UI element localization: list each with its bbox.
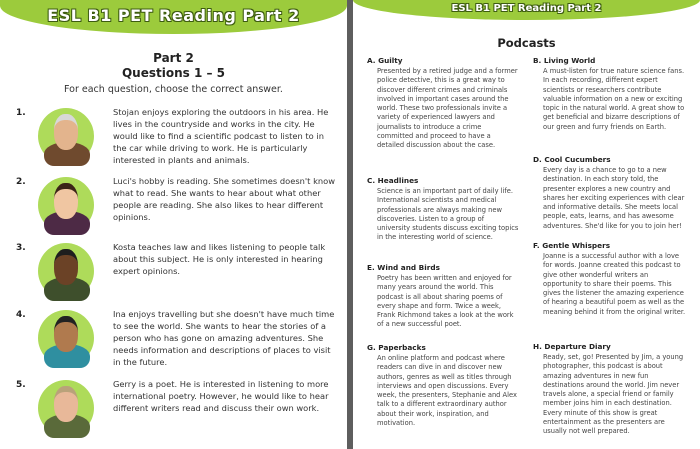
avatar-face <box>54 386 78 422</box>
podcast-entry <box>367 263 519 330</box>
podcast-title: C. Headlines <box>367 176 419 185</box>
podcast-title: A. Guilty <box>367 56 403 65</box>
podcast-entry <box>367 176 519 243</box>
left-banner <box>0 0 347 34</box>
questions-heading: Questions 1 – 5 <box>121 66 226 80</box>
person-avatar <box>36 175 98 235</box>
person-avatar <box>36 241 98 301</box>
podcast-description: Joanne is a successful author with a love for words. Joanne created this podcast to give other wonderful writers an opportunity to share their poems. This gives the listener the amazing experience of hearing a beautiful poem as well as the meaning behind it from the original writer. <box>543 252 686 316</box>
right-banner <box>353 0 700 20</box>
person-avatar <box>36 308 98 368</box>
question-text: Stojan enjoys exploring the outdoors in his area. He lives in the countryside and works in the city. He would like to find a scientific podcast to listen to in the car while driving to work. He is particularly interested in plants and animals. <box>113 107 329 165</box>
question-item <box>0 175 347 239</box>
question-text: Kosta teaches law and likes listening to people talk about this subject. He is only interested in hearing expert opinions. <box>113 242 326 276</box>
question-text: Gerry is a poet. He is interested in listening to more international poetry. However, he would like to hear different writers read and discuss their own work. <box>113 379 329 413</box>
question-number: 1. <box>16 108 26 118</box>
question-number: 4. <box>16 310 26 320</box>
podcast-description: A must-listen for true nature science fans. In each recording, different expert scientists or researchers contribute valuable information on a new or exciting topic in the natural world. A great show to get beneficial and bizarre descriptions of our green and furry friends on Earth. <box>543 67 685 131</box>
podcast-description: Every day is a chance to go to a new destination. In each story told, the presenter explores a new country and shares her exciting experiences with clear and informative details. She meets local people, eats, learns, and has awesome adventures. She'd like for you to join her! <box>543 166 685 230</box>
podcasts-heading: Podcasts <box>497 36 556 50</box>
podcast-entry <box>533 155 689 231</box>
question-number: 5. <box>16 380 26 390</box>
podcast-description: Presented by a retired judge and a former police detective, this is a great way to discover different crimes and criminals involved in important cases around the world. These two professionals invite a variety of experienced lawyers and journalists to introduce a crime committed and proceed to have a detailed discussion about the case. <box>377 67 518 150</box>
avatar-face <box>54 249 78 285</box>
left-page <box>0 0 347 449</box>
question-text: Luci's hobby is reading. She sometimes doesn't know what to read. She wants to hear about what other people are reading. She also likes to hear different opinions. <box>113 176 335 222</box>
podcast-entry <box>533 56 689 132</box>
avatar-face <box>54 316 78 352</box>
question-item <box>0 378 347 442</box>
question-item <box>0 106 347 170</box>
podcast-title: B. Living World <box>533 56 596 65</box>
question-number: 3. <box>16 243 26 253</box>
avatar-face <box>54 183 78 219</box>
instruction-text: For each question, choose the correct answer. <box>64 84 283 95</box>
podcast-entry <box>533 342 689 437</box>
podcast-entry <box>367 343 519 428</box>
podcast-description: Poetry has been written and enjoyed for many years around the world. This podcast is all about sharing poems of every shape and form. Twice a week, Frank Richmond takes a look at the work of a new successful poet. <box>377 274 514 329</box>
part-heading: Part 2 <box>153 51 194 65</box>
right-banner-title: ESL B1 PET Reading Part 2 <box>451 3 602 14</box>
podcast-title: F. Gentle Whispers <box>533 241 611 250</box>
left-banner-title: ESL B1 PET Reading Part 2 <box>47 6 300 25</box>
podcast-title: H. Departure Diary <box>533 342 611 351</box>
podcast-title: G. Paperbacks <box>367 343 426 352</box>
podcast-title: E. Wind and Birds <box>367 263 440 272</box>
podcast-title: D. Cool Cucumbers <box>533 155 611 164</box>
person-avatar <box>36 378 98 438</box>
question-number: 2. <box>16 177 26 187</box>
podcast-entry <box>367 56 519 151</box>
podcast-description: An online platform and podcast where readers can dive in and discover new authors, genres as well as titles through interviews and open discussions. Every week, the presenters, Stephanie and Alex talk to a different extraordinary author about their work, inspiration, and motivation. <box>377 354 517 428</box>
avatar-face <box>54 114 78 150</box>
question-item <box>0 241 347 305</box>
podcast-description: Science is an important part of daily life. International scientists and medical professionals are always making new discoveries. Listen to a group of university students discuss exciting topics in the interesting world of science. <box>377 187 519 242</box>
question-text: Ina enjoys travelling but she doesn't have much time to see the world. She wants to hear the stories of a person who has gone on amazing adventures. She needs information and descriptions of places to visit in the future. <box>113 309 335 367</box>
podcast-description: Ready, set, go! Presented by Jim, a young photographer, this podcast is about amazing adventures in new fun destinations around the world. Jim never travels alone, a special friend or family member joins him in each destination. Every minute of this show is great entertainment as the presenters are usually not well prepared. <box>543 353 684 436</box>
person-avatar <box>36 106 98 166</box>
question-item <box>0 308 347 372</box>
right-page <box>353 0 700 449</box>
podcast-entry <box>533 241 689 317</box>
